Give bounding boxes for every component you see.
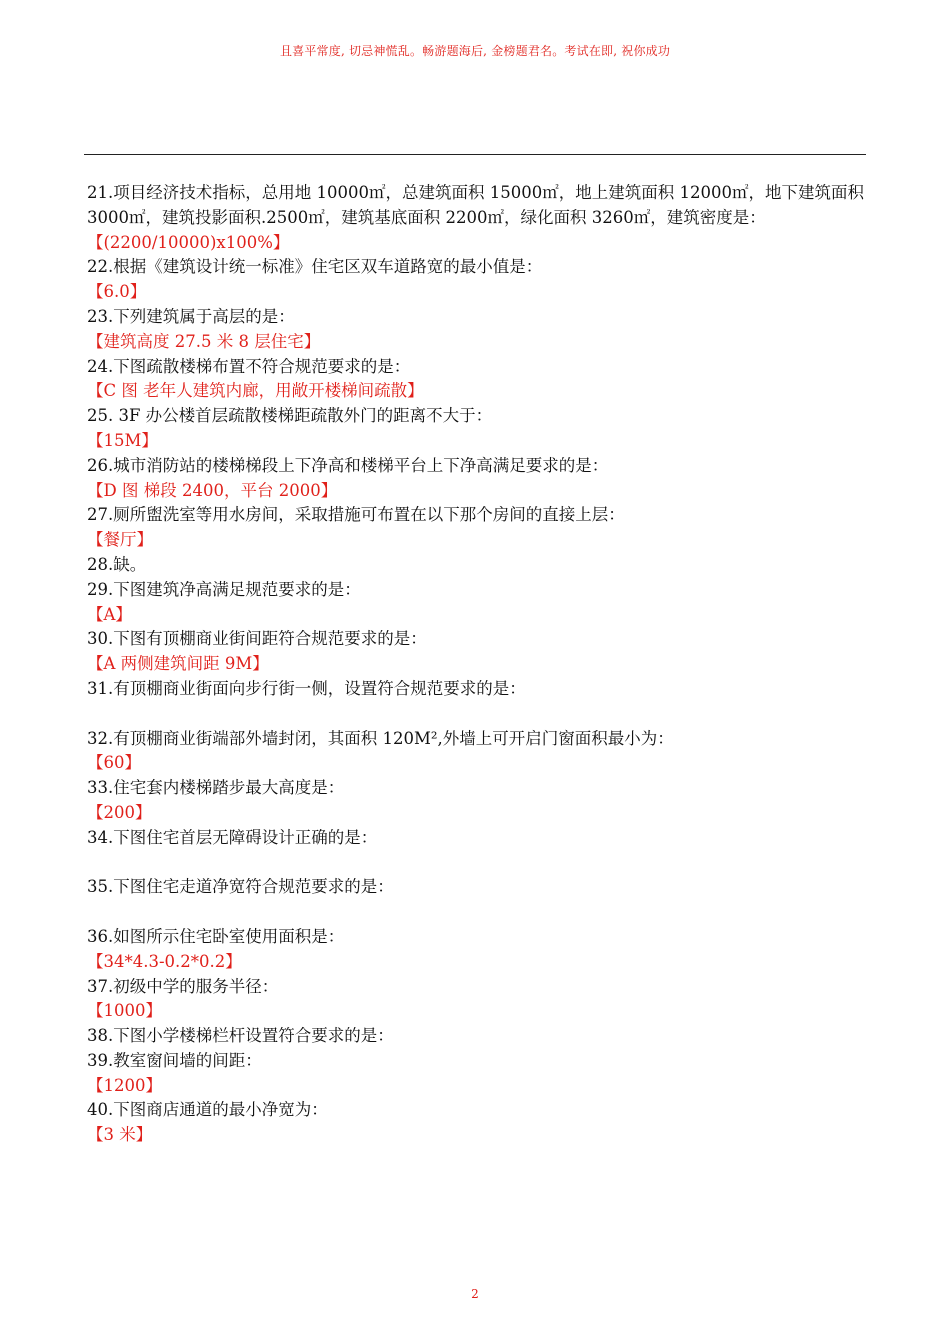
question-38: 38.下图小学楼梯栏杆设置符合要求的是： xyxy=(87,1026,394,1046)
question-37: 37.初级中学的服务半径： xyxy=(87,976,279,996)
answer-25: 【15M】 xyxy=(87,430,158,450)
answer-35 xyxy=(87,900,867,925)
answer-23: 【建筑高度 27.5 米 8 层住宅】 xyxy=(87,331,321,351)
header-motto: 且喜平常度, 切忌神慌乱。畅游题海后, 金榜题君名。考试在即, 祝你成功 xyxy=(279,44,671,58)
question-23: 23.下列建筑属于高层的是： xyxy=(87,306,295,326)
question-34: 34.下图住宅首层无障碍设计正确的是： xyxy=(87,827,378,847)
question-40: 40.下图商店通道的最小净宽为： xyxy=(87,1100,328,1120)
answer-21: 【(2200/10000)x100%】 xyxy=(87,232,290,252)
page-number: 2 xyxy=(471,1287,479,1301)
answer-37: 【1000】 xyxy=(87,1001,162,1021)
question-24: 24.下图疏散楼梯布置不符合规范要求的是： xyxy=(87,356,411,376)
question-30: 30.下图有顶棚商业街间距符合规范要求的是： xyxy=(87,629,427,649)
question-32: 32.有顶棚商业街端部外墙封闭，其面积 120M²,外墙上可开启门窗面积最小为： xyxy=(87,728,674,748)
answer-26: 【D 图 梯段 2400，平台 2000】 xyxy=(87,480,338,500)
answer-36: 【34*4.3-0.2*0.2】 xyxy=(87,951,242,971)
answer-24: 【C 图 老年人建筑内廊，用敞开楼梯间疏散】 xyxy=(87,381,424,401)
question-21: 21.项目经济技术指标，总用地 10000㎡，总建筑面积 15000㎡，地上建筑面积 12000㎡，地下建筑面积 3000㎡，建筑投影面积.2500㎡，建筑基底面积 2200㎡，绿化面积 3260㎡，建筑密度是： xyxy=(87,183,864,227)
question-36: 36.如图所示住宅卧室使用面积是： xyxy=(87,926,345,946)
answer-39: 【1200】 xyxy=(87,1075,162,1095)
question-22: 22.根据《建筑设计统一标准》住宅区双车道路宽的最小值是： xyxy=(87,257,543,277)
answer-22: 【6.0】 xyxy=(87,282,147,302)
question-31: 31.有顶棚商业街面向步行街一侧，设置符合规范要求的是： xyxy=(87,678,526,698)
question-list xyxy=(87,181,867,1148)
header-divider xyxy=(84,154,866,155)
answer-31 xyxy=(87,702,867,727)
question-28: 28.缺。 xyxy=(87,554,147,574)
question-39: 39.教室窗间墙的间距： xyxy=(87,1050,262,1070)
question-25: 25. 3F 办公楼首层疏散楼梯距疏散外门的距离不大于： xyxy=(87,406,493,426)
answer-32: 【60】 xyxy=(87,753,141,773)
question-35: 35.下图住宅走道净宽符合规范要求的是： xyxy=(87,877,394,897)
answer-30: 【A 两侧建筑间距 9M】 xyxy=(87,654,269,674)
answer-33: 【200】 xyxy=(87,802,152,822)
answer-27: 【餐厅】 xyxy=(87,530,153,550)
answer-40: 【3 米】 xyxy=(87,1125,153,1145)
question-29: 29.下图建筑净高满足规范要求的是： xyxy=(87,579,361,599)
question-26: 26.城市消防站的楼梯梯段上下净高和楼梯平台上下净高满足要求的是： xyxy=(87,455,609,475)
answer-34 xyxy=(87,851,867,876)
question-27: 27.厕所盥洗室等用水房间，采取措施可布置在以下那个房间的直接上层： xyxy=(87,505,625,525)
question-33: 33.住宅套内楼梯踏步最大高度是： xyxy=(87,778,345,798)
answer-29: 【A】 xyxy=(87,604,132,624)
